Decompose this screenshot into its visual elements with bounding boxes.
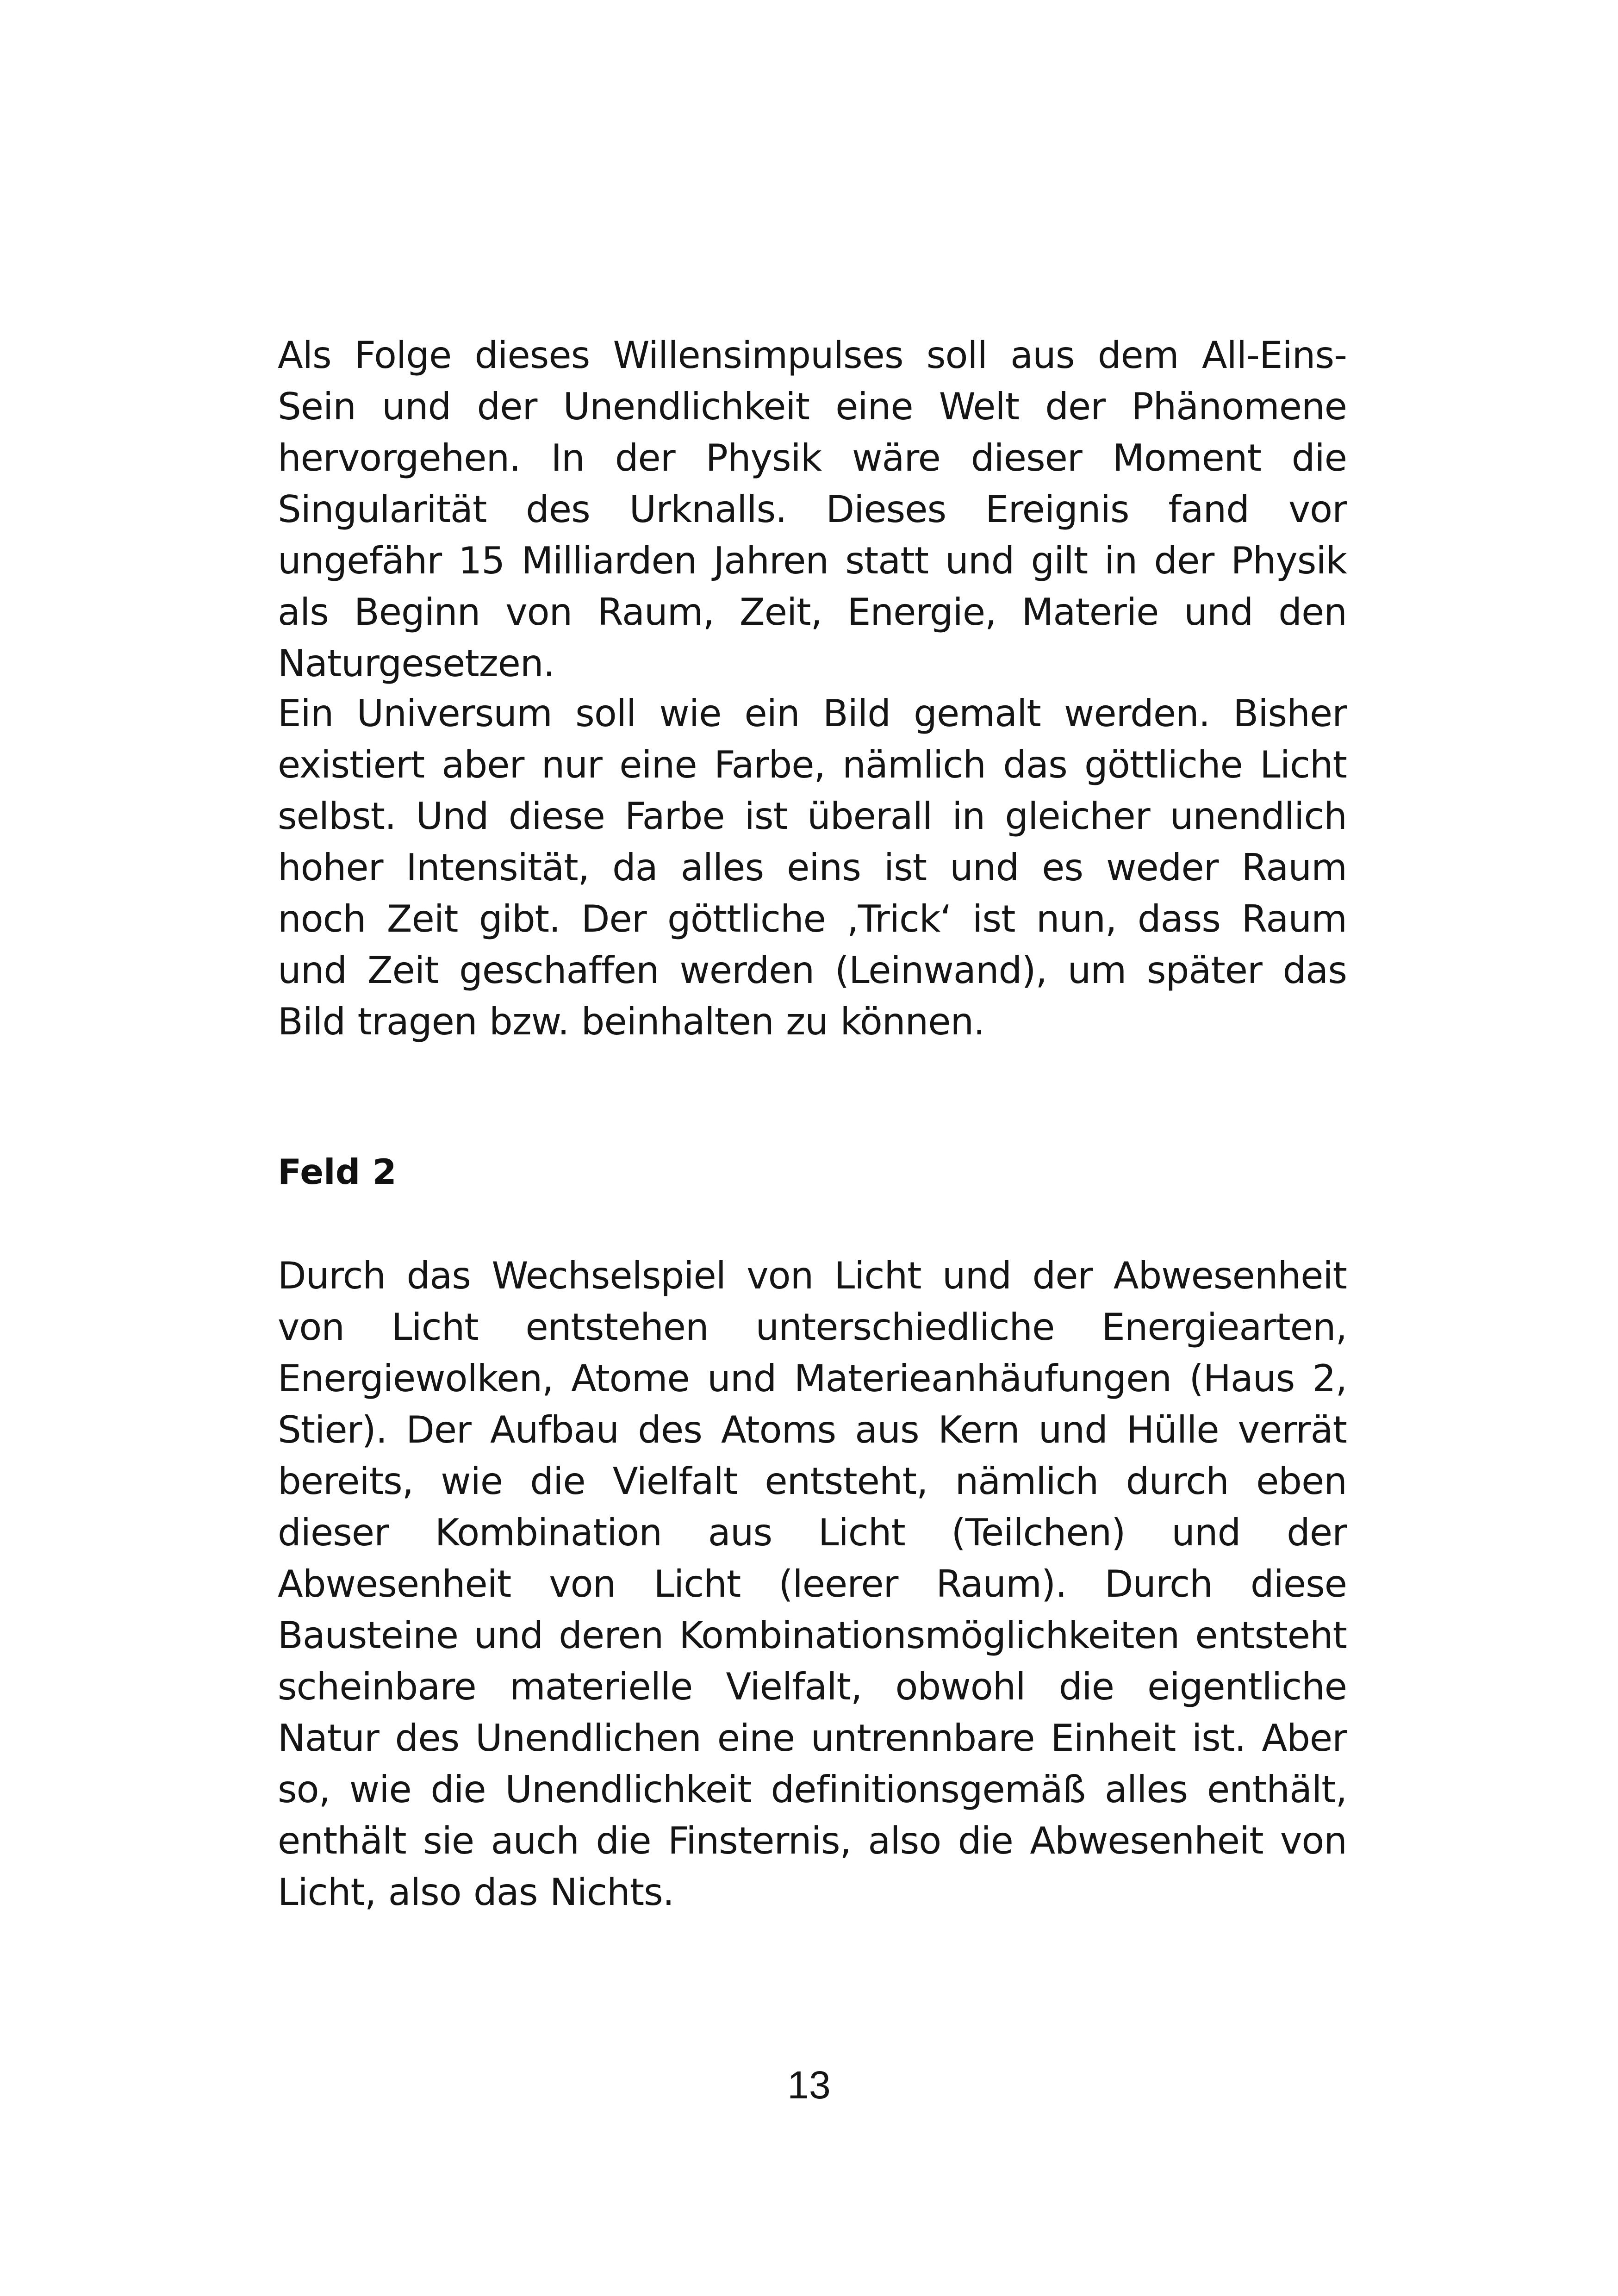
section-heading: Feld 2: [278, 1151, 397, 1192]
paragraph-1: Als Folge dieses Willensimpulses soll aus dem All-Eins-Sein und der Unendlichkeit eine Welt der Phänomene hervorgehen. In der Physik wäre dieser Moment die Singularität des Urknalls. Dieses Ereignis fand vor ungefähr 15 Milliarden Jahren statt und gilt in der Physik als Beginn von Raum, Zeit, Energie, Materie und den Naturgesetzen.: [278, 334, 1347, 685]
paragraph-3: Durch das Wechselspiel von Licht und der Abwesenheit von Licht entstehen unterschiedliche Energiearten, Energiewolken, Atome und Materieanhäufungen (Haus 2, Stier). Der Aufbau des Atoms aus Kern und Hülle verrät bereits, wie die Vielfalt entsteht, nämlich durch eben dieser Kombination aus Licht (Teilchen) und der Abwesenheit von Licht (leerer Raum). Durch diese Bausteine und deren Kombinationsmöglichkeiten entsteht scheinbare materielle Vielfalt, obwohl die eigentliche Natur des Unendlichen eine untrennbare Einheit ist. Aber so, wie die Unendlichkeit definitionsgemäß alles enthält, enthält sie auch die Finsternis, also die Abwesenheit von Licht, also das Nichts.: [278, 1254, 1347, 1914]
page-number: 13: [787, 2063, 831, 2107]
paragraph-2: Ein Universum soll wie ein Bild gemalt werden. Bisher existiert aber nur eine Farbe, nämlich das göttliche Licht selbst. Und diese Farbe ist überall in gleicher unendlich hoher Intensität, da alles eins ist und es weder Raum noch Zeit gibt. Der göttliche ‚Trick‘ ist nun, dass Raum und Zeit geschaffen werden (Leinwand), um später das Bild tragen bzw. beinhalten zu können.: [278, 692, 1347, 1043]
